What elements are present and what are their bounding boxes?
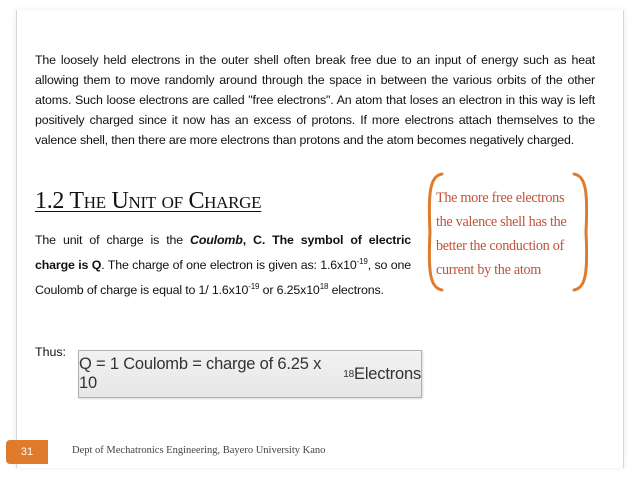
footer-text: Dept of Mechatronics Engineering, Bayero University Kano [72,445,326,456]
unit-text: , so one Coulomb of charge is equal to 1/ 1.6x10 [35,258,411,298]
unit-text: , C. The symbol of electric charge is [35,233,411,273]
unit-text: electrons. [328,283,384,298]
unit-text: The unit of charge is the [35,233,191,247]
section-heading: 1.2 The Unit of Charge [35,188,262,214]
unit-of-charge-paragraph [35,230,411,301]
unit-text: . The charge of one electron is given as: 1.6x10 [101,258,357,273]
callout-text: The more free electrons the valence shell has the better the conduction of current by the atom [436,190,567,278]
intro-paragraph: The loosely held electrons in the outer shell often break free due to an input of energy such as heat allowing them to move randomly around through the space in between the various orbits of the other atoms. Such loose electrons are called "free electrons". An atom that loses an electron in this way is left positively charged since it now has an excess of protons. If more electrons attach themselves to the valence shell, then there are more electrons than protons and the atom becomes negatively charged. [35,53,595,147]
unit-name: Coulomb [190,233,243,247]
thus-label: Thus: [35,345,66,359]
exponent: 18 [319,282,329,292]
callout-box [426,172,588,292]
exponent: -19 [248,282,260,292]
formula-text-end: Electrons [354,364,421,383]
formula-box [78,350,422,398]
exponent: -19 [356,257,368,266]
formula-exponent: 18 [343,368,355,380]
symbol: Q [91,258,102,273]
unit-text: or 6.25x10 [259,283,320,298]
formula-text: Q = 1 Coulomb = charge of 6.25 x 10 [79,355,322,392]
page-number-badge: 31 [6,440,48,464]
